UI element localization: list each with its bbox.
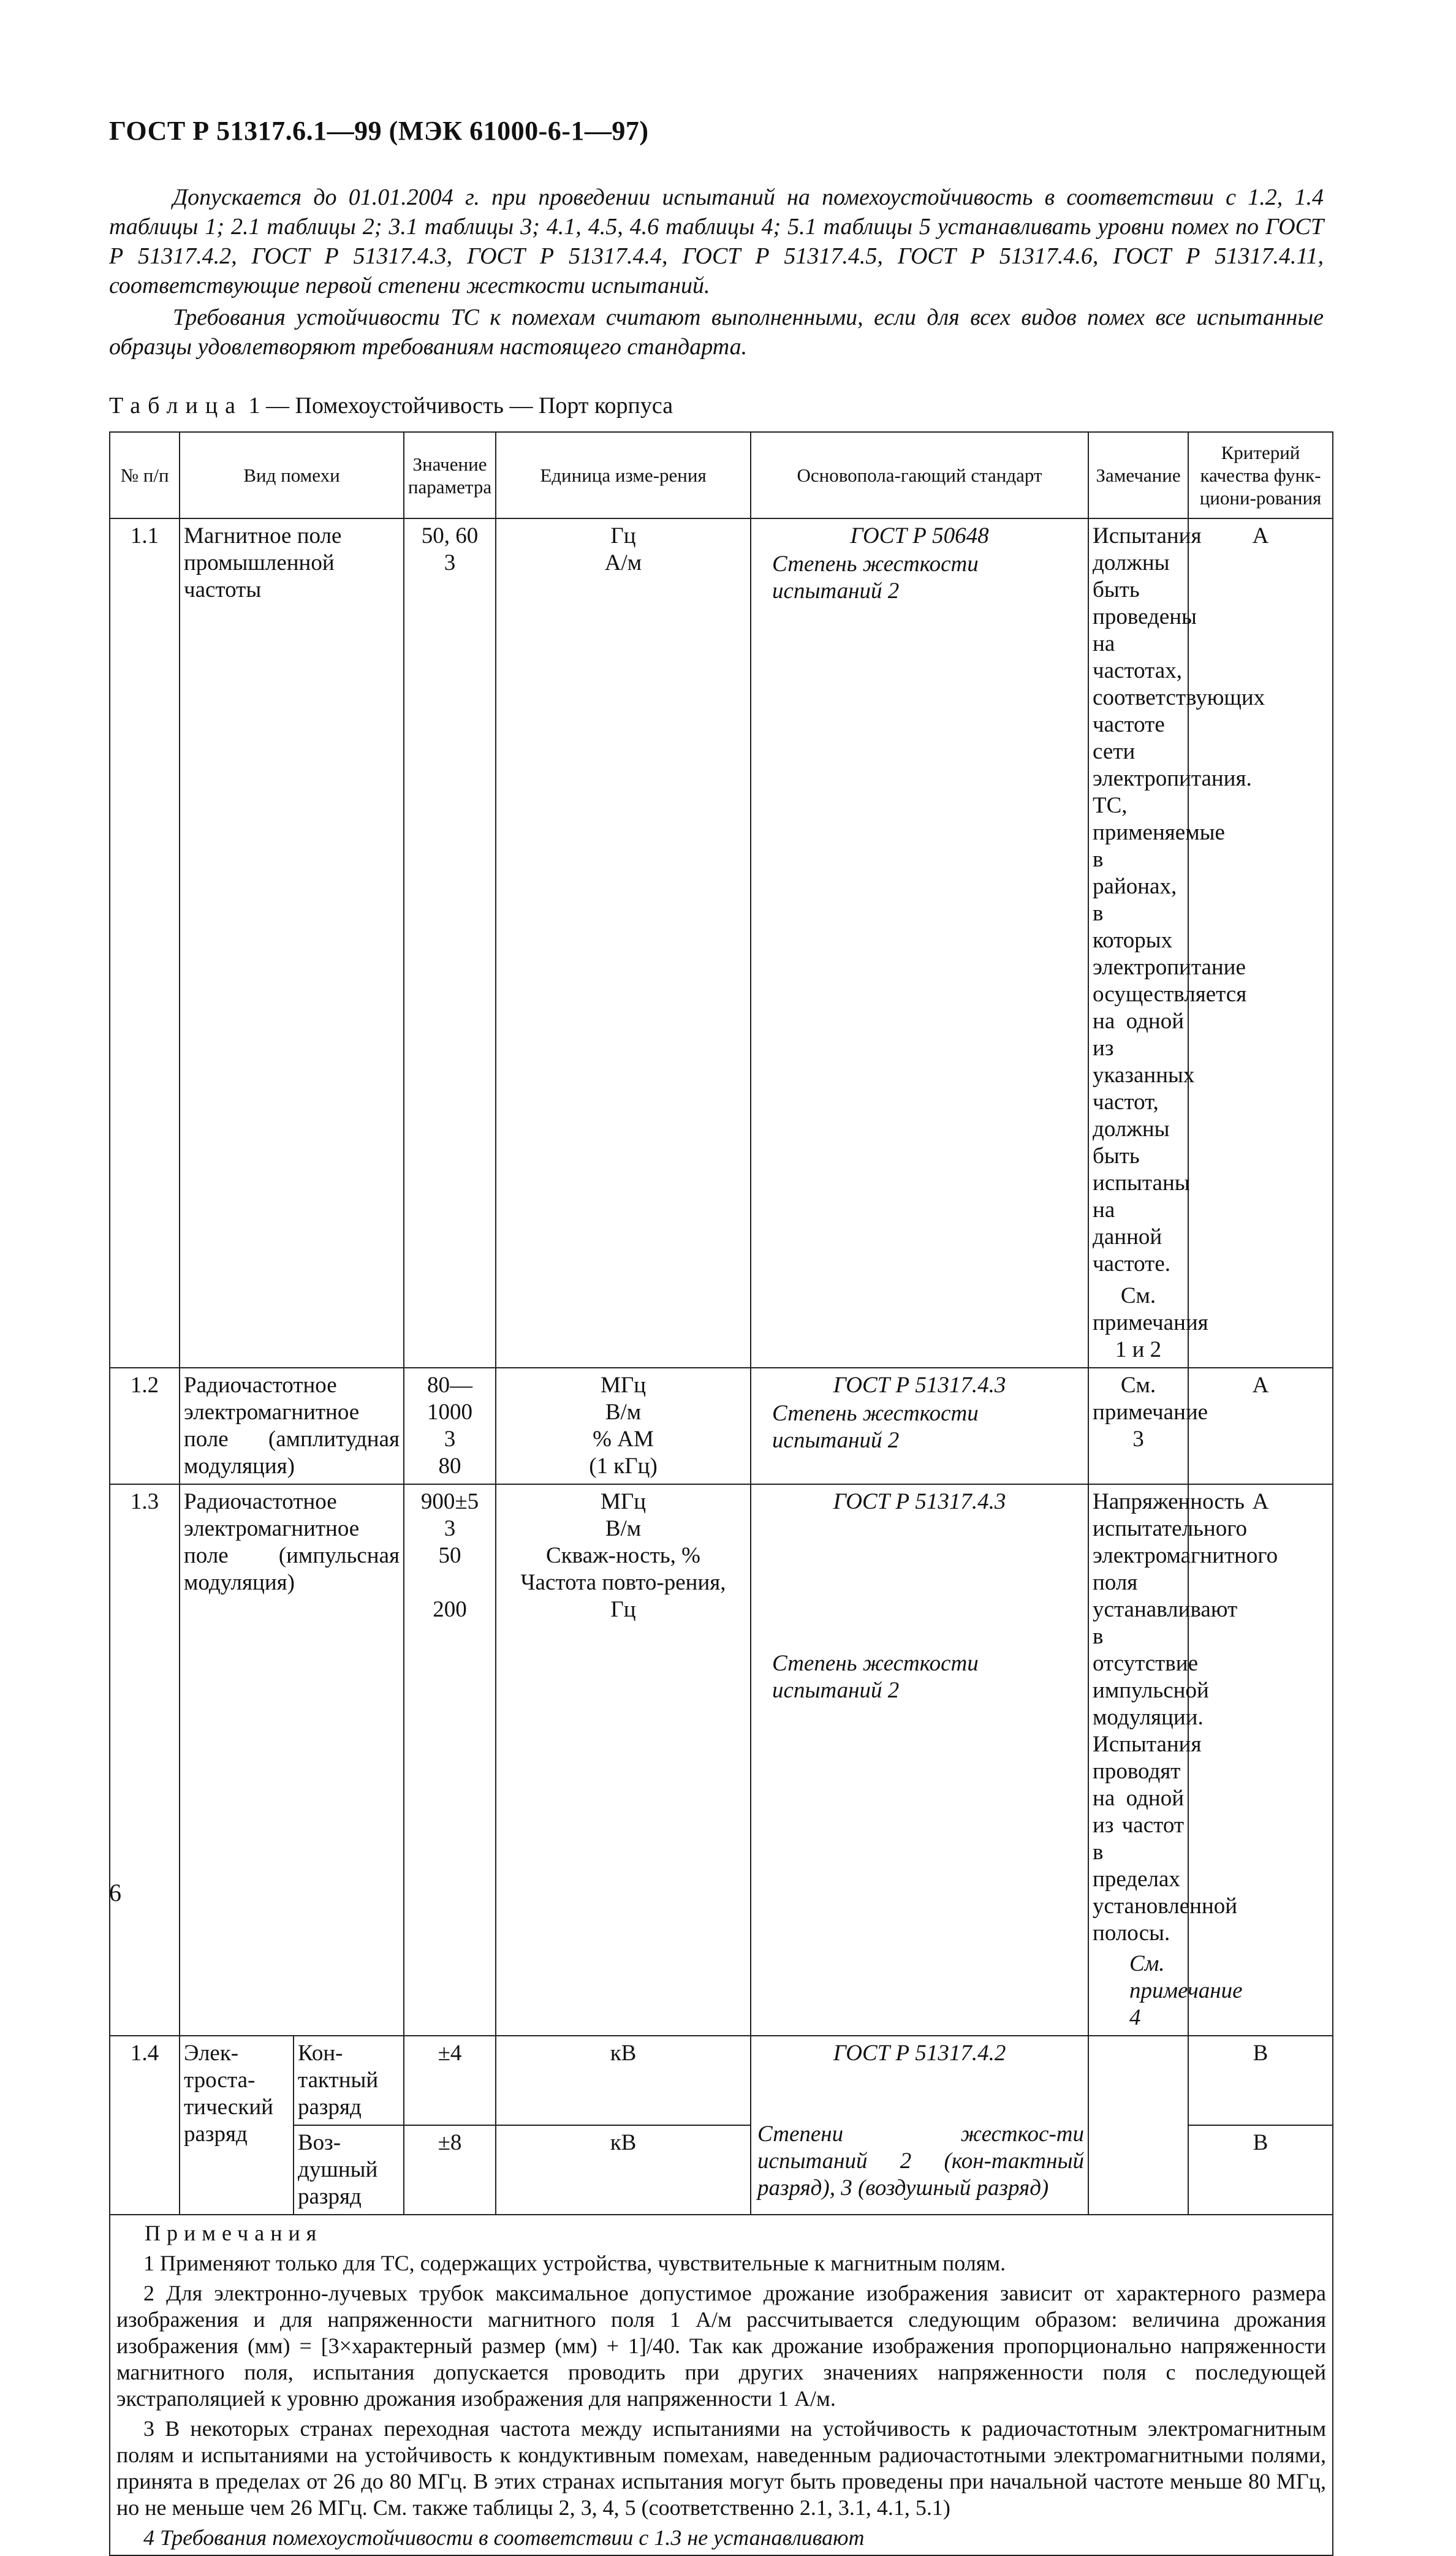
row-subtype: Кон-тактный разряд	[294, 2036, 404, 2125]
row-remark	[1088, 2036, 1188, 2215]
standard-severity: Степень жесткости испытаний 2	[772, 552, 979, 604]
row-values: 50, 60 3	[404, 518, 496, 1368]
row-units: кВ	[496, 2125, 751, 2215]
row-values: 80—1000 3 80	[404, 1368, 496, 1484]
standard-name: ГОСТ Р 51317.4.3	[833, 1373, 1006, 1398]
header-remark: Замечание	[1088, 432, 1188, 518]
table-caption	[109, 392, 673, 419]
remark-note: См. примечание 4	[1129, 1951, 1243, 2030]
header-criterion: Критерий качества функ-циони-рования	[1188, 432, 1333, 518]
intro-paragraph: Требования устойчивости ТС к помехам считают выполненными, если для всех видов помех все испытанные образцы удовлетворяют требованиям настоящего стандарта.	[109, 305, 1324, 360]
row-num: 1.3	[110, 1484, 180, 2036]
table-row	[110, 1368, 1333, 1484]
immunity-table	[109, 431, 1333, 2556]
notes-block	[110, 2215, 1333, 2555]
standard-severity: Степень жесткости испытаний 2	[772, 1651, 979, 1703]
intro-text	[109, 183, 1324, 362]
row-standard	[751, 1368, 1088, 1484]
row-remark	[1088, 518, 1265, 1368]
standard-severity: Степени жесткос-ти испытаний 2 (кон-тактный разряд), 3 (воздушный разряд)	[757, 2122, 1085, 2201]
row-values: ±4	[404, 2036, 496, 2125]
row-type: Элек-троста-тический разряд	[180, 2036, 294, 2215]
row-type: Радиочастотное электромагнитное поле (импульсная модуляция)	[180, 1484, 404, 2036]
row-values: ±8	[404, 2125, 496, 2215]
row-standard	[751, 2036, 1088, 2215]
row-units: кВ	[496, 2036, 751, 2125]
document-header: ГОСТ Р 51317.6.1—99 (МЭК 61000-6-1—97)	[109, 116, 649, 146]
remark-note: См. примечания 1 и 2	[1093, 1283, 1208, 1362]
table-row	[110, 2036, 1333, 2125]
standard-name: ГОСТ Р 51317.4.2	[833, 2041, 1006, 2066]
header-standard: Основопола-гающий стандарт	[751, 432, 1088, 518]
header-num: № п/п	[110, 432, 180, 518]
remark-text: Испытания должны быть проведены на частотах, соответствующих частоте сети электропитания. ТС, применяемые в районах, в которых электропитание осуществляется на одной из указанных частот, должны быть испытаны на данной частоте.	[1093, 523, 1265, 1276]
row-standard	[751, 518, 1088, 1368]
row-criterion: А	[1188, 1368, 1333, 1484]
row-units: Гц А/м	[496, 518, 751, 1368]
row-values: 900±5 3 50 200	[404, 1484, 496, 2036]
intro-paragraph: Допускается до 01.01.2004 г. при проведении испытаний на помехоустойчивость в соответствии с 1.2, 1.4 таблицы 1; 2.1 таблицы 2; 3.1 таблицы 3; 4.1, 4.5, 4.6 таблицы 4; 5.1 таблицы 5 устанавливать уровни помех по ГОСТ Р 51317.4.2, ГОСТ Р 51317.4.3, ГОСТ Р 51317.4.4, ГОСТ Р 51317.4.5, ГОСТ Р 51317.4.6, ГОСТ Р 51317.4.11, соответствующие первой степени жесткости испытаний.	[109, 184, 1324, 298]
row-num: 1.4	[110, 2036, 180, 2215]
table-caption-text: 1 — Помехоустойчивость — Порт корпуса	[248, 393, 673, 419]
row-criterion: А	[1188, 1484, 1333, 2036]
header-unit: Единица изме-рения	[496, 432, 751, 518]
standard-severity: Степень жесткости испытаний 2	[772, 1401, 979, 1453]
row-type: Магнитное поле промышленной частоты	[180, 518, 404, 1368]
row-type: Радиочастотное электромагнитное поле (амплитудная модуляция)	[180, 1368, 404, 1484]
remark-text: Напряженность испытательного электромагнитного поля устанавливают в отсутствие импульсной модуляции. Испытания проводят на одной из частот в пределах установленной полосы.	[1093, 1489, 1278, 1946]
notes-row	[110, 2215, 1333, 2555]
table-header-row	[110, 432, 1333, 518]
row-remark	[1088, 1484, 1278, 2036]
note-item: 4 Требования помехоустойчивости в соответствии с 1.3 не устанавливают	[143, 2525, 865, 2550]
row-criterion: В	[1188, 2125, 1333, 2215]
row-units: МГц В/м % АМ (1 кГц)	[496, 1368, 751, 1484]
row-criterion: А	[1188, 518, 1333, 1368]
standard-name: ГОСТ Р 51317.4.3	[833, 1489, 1006, 1514]
standard-name: ГОСТ Р 50648	[850, 523, 989, 548]
row-criterion: В	[1188, 2036, 1333, 2125]
note-item: 2 Для электронно-лучевых трубок максимальное допустимое дрожание изображения зависит от характерного размера изображения и для напряженности магнитного поля 1 А/м рассчитывается следующим образом: величина дрожания изображения (мм) = [3×характерный размер (мм) + 1]/40. Так как дрожание изображения пропорционально напряженности магнитного поля, испытания допускается проводить при других значениях напряженности поля с последующей экстраполяцией к уровню дрожания изображения для напряженности 1 А/м.	[116, 2281, 1327, 2411]
header-type: Вид помехи	[180, 432, 404, 518]
page-number: 6	[109, 1879, 121, 1906]
header-value: Значение параметра	[404, 432, 496, 518]
table-caption-label: Таблица	[109, 393, 243, 419]
table-row	[110, 518, 1333, 1368]
notes-title: Примечания	[145, 2221, 323, 2245]
note-item: 3 В некоторых странах переходная частота между испытаниями на устойчивость к радиочастотным электромагнитным полям и испытаниями на устойчивость к кондуктивным помехам, наведенным радиочастотными электромагнитными полями, принята в пределах от 26 до 80 МГц. В этих странах испытания могут быть проведены при начальной частоте меньше 80 МГц, но не меньше чем 26 МГц. См. также таблицы 2, 3, 4, 5 (соответственно 2.1, 3.1, 4.1, 5.1)	[116, 2416, 1327, 2520]
row-standard	[751, 1484, 1088, 2036]
row-num: 1.2	[110, 1368, 180, 1484]
row-remark: См. примечание 3	[1088, 1368, 1188, 1484]
row-subtype: Воз-душный разряд	[294, 2125, 404, 2215]
row-units: МГц В/м Скваж-ность, % Частота повто-рения, Гц	[496, 1484, 751, 2036]
note-item: 1 Применяют только для ТС, содержащих устройства, чувствительные к магнитным полям.	[143, 2251, 1006, 2275]
row-num: 1.1	[110, 518, 180, 1368]
table-row	[110, 1484, 1333, 2036]
